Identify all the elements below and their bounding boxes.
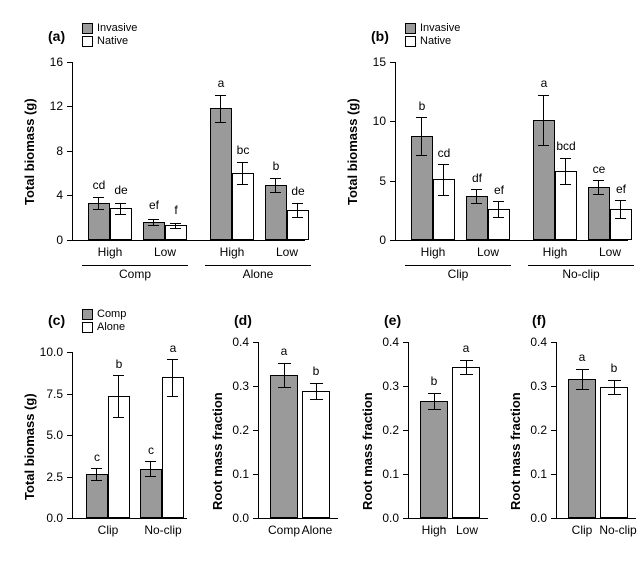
errorcap [113,417,124,418]
panel-b-ytick [390,181,395,182]
errorcap [310,383,323,384]
panel-d-yaxis [258,342,259,519]
panel-b-tag: (b) [371,28,389,44]
bar-comp-high-native [110,208,132,240]
sig-letter: de [291,184,305,198]
panel-b-group-label: No-clip [562,267,600,281]
panel-b-group-line [528,265,634,266]
panel-a-yticklabel: 4 [56,188,63,202]
errorcap [593,180,604,181]
panel-f-tag: (f) [532,312,546,328]
panel-c-ylabel: Total biomass (g) [22,393,37,500]
legend-swatch-invasive-icon [82,23,93,34]
panel-a-yticklabel: 12 [49,99,63,113]
legend-label-invasive: Invasive [420,22,461,34]
bar-alone-rmf [302,391,330,518]
sig-letter: de [114,183,128,197]
panel-d-yticklabel: 0.0 [232,511,249,525]
errorcap [115,203,126,204]
sig-letter: b [312,364,320,378]
errorcap [460,360,473,361]
errorcap [278,387,291,388]
panel-b-group-line [405,265,511,266]
panel-d [196,300,346,564]
panel-e-ylabel: Root mass fraction [360,392,375,510]
bar-clip-high-invasive [411,136,433,240]
errorcap [91,468,102,469]
panel-d-ytick [253,474,258,475]
panel-a-xticklabel: Low [275,245,298,259]
sig-letter: f [174,203,178,217]
errorcap [215,95,226,96]
errorcap [538,95,549,96]
errorcap [167,359,178,360]
sig-letter: b [430,374,438,388]
sig-letter: a [280,344,288,358]
errorbar-clip-high-native [443,164,444,195]
errorcap [93,197,104,198]
panel-c-ytick [67,352,72,353]
panel-d-tag: (d) [234,312,252,328]
panel-b-xticklabel: High [420,245,446,259]
sig-letter: b [610,361,618,375]
panel-f-yticklabel: 0.1 [530,467,547,481]
errorcap [167,396,178,397]
panel-f-yticklabel: 0.0 [530,511,547,525]
errorcap [292,203,303,204]
panel-a-group-line [82,265,188,266]
errorcap [576,369,589,370]
errorbar-clip-comp [96,468,97,480]
panel-c-yticklabel: 7.5 [46,387,63,401]
sig-letter: bcd [556,139,576,153]
panel-b-ytick [390,62,395,63]
panel-f-xticklabel: Clip [571,523,593,537]
errorcap [615,218,626,219]
panel-c-ytick [67,435,72,436]
errorcap [428,409,441,410]
panel-e-yticklabel: 0.2 [382,423,399,437]
errorbar-comp-high-invasive [98,197,99,209]
sig-letter: a [578,350,586,364]
panel-a-legend [82,22,137,48]
errorbar-noclip-high-native [565,158,566,184]
panel-e-yticklabel: 0.1 [382,467,399,481]
panel-e-tag: (e) [384,312,402,328]
errorcap [292,217,303,218]
errorcap [93,209,104,210]
panel-a-xticklabel: High [219,245,245,259]
errorbar-clip-rmf [582,369,583,389]
panel-d-yticklabel: 0.3 [232,379,249,393]
panel-d-xaxis [258,518,338,519]
panel-f-yticklabel: 0.4 [530,335,547,349]
panel-a-ytick [67,106,72,107]
errorcap [148,219,159,220]
sig-letter: a [217,76,225,90]
panel-a [0,0,320,290]
errorbar-noclip-rmf [614,380,615,394]
panel-f-ytick [551,474,556,475]
errorbar-noclip-low-invasive [598,180,599,194]
bar-low-rmf [452,367,480,518]
errorcap [493,201,504,202]
errorcap [278,363,291,364]
panel-d-xticklabel: Comp [267,523,300,537]
panel-f-xaxis [556,518,636,519]
panel-d-yticklabel: 0.4 [232,335,249,349]
legend-swatch-invasive-icon [405,23,416,34]
panel-e-ytick [403,474,408,475]
legend-label-native: Native [97,35,129,47]
panel-a-ytick [67,151,72,152]
legend-label-native: Native [420,35,452,47]
legend-swatch-native-icon [405,36,416,47]
panel-c-yticklabel: 2.5 [46,470,63,484]
sig-letter: bc [236,143,250,157]
panel-b-yticklabel: 10 [372,114,386,128]
errorbar-alone-low-native [297,203,298,217]
errorcap [538,145,549,146]
sig-letter: c [94,450,100,464]
bar-high-rmf [420,401,448,518]
errorcap [270,178,281,179]
errorcap [416,155,427,156]
legend-label-alone: Alone [97,321,126,333]
errorcap [145,476,156,477]
panel-c-xaxis [72,518,187,519]
panel-c-ytick [67,518,72,519]
legend-swatch-alone-icon [82,322,93,333]
errorbar-low-rmf [466,360,467,374]
errorcap [471,203,482,204]
sig-letter: ce [592,162,606,176]
panel-d-yticklabel: 0.2 [232,423,249,437]
errorcap [170,228,181,229]
bar-alone-low-native [287,210,309,240]
errorcap [113,375,124,376]
panel-d-ytick [253,430,258,431]
panel-b-yticklabel: 5 [379,174,386,188]
bar-clip-alone [108,396,130,518]
errorbar-alone-high-invasive [220,95,221,122]
panel-b-yticklabel: 15 [372,55,386,69]
errorcap [493,217,504,218]
errorcap [560,184,571,185]
errorbar-comp-rmf [284,363,285,387]
bar-noclip-rmf [600,387,628,518]
errorcap [270,192,281,193]
panel-d-yticklabel: 0.1 [232,467,249,481]
panel-e-xaxis [408,518,488,519]
bar-comp-rmf [270,375,298,518]
errorcap [593,194,604,195]
errorcap [428,393,441,394]
panel-f-ytick [551,342,556,343]
bar-noclip-high-native [555,171,577,240]
errorbar-high-rmf [434,393,435,409]
panel-e-yticklabel: 0.3 [382,379,399,393]
panel-b-xticklabel: Low [598,245,621,259]
panel-f-ytick [551,430,556,431]
bar-noclip-low-native [610,209,632,240]
bar-clip-high-native [433,179,455,240]
panel-d-ytick [253,518,258,519]
sig-letter: ef [148,198,159,212]
errorbar-alone-high-native [242,162,243,184]
sig-letter: c [148,443,154,457]
panel-a-ytick [67,240,72,241]
panel-c-yticklabel: 5.0 [46,428,63,442]
sig-letter: b [418,99,426,113]
legend-swatch-comp-icon [82,309,93,320]
panel-f-xticklabel: No-clip [599,523,637,537]
panel-d-ytick [253,386,258,387]
bar-clip-rmf [568,379,596,518]
panel-a-yticklabel: 8 [56,144,63,158]
panel-a-group-label: Alone [242,267,274,281]
panel-a-yticklabel: 0 [56,233,63,247]
errorbar-clip-high-invasive [421,117,422,155]
errorcap [310,399,323,400]
panel-a-ytick [67,62,72,63]
panel-e-ytick [403,430,408,431]
panel-a-group-label: Comp [118,267,151,281]
errorcap [237,184,248,185]
errorcap [416,117,427,118]
legend-swatch-native-icon [82,36,93,47]
errorcap [608,394,621,395]
errorbar-clip-low-native [498,201,499,217]
errorbar-alone-low-invasive [275,178,276,192]
panel-b [323,0,643,290]
panel-c-yaxis [72,352,73,519]
panel-d-ylabel: Root mass fraction [210,392,225,510]
sig-letter: b [272,159,280,173]
errorcap [148,225,159,226]
sig-letter: ef [615,182,626,196]
panel-d-ytick [253,342,258,343]
bar-alone-low-invasive [265,185,287,240]
panel-b-ylabel: Total biomass (g) [345,98,360,205]
panel-d-xticklabel: Alone [301,523,333,537]
legend-label-invasive: Invasive [97,22,138,34]
panel-a-yaxis [72,62,73,241]
errorcap [608,380,621,381]
panel-c-yticklabel: 10.0 [39,345,63,359]
panel-a-tag: (a) [48,28,66,44]
sig-letter: df [471,171,482,185]
errorbar-alone-rmf [316,383,317,399]
panel-f [494,300,643,564]
bar-alone-high-invasive [210,108,232,240]
panel-e-yaxis [408,342,409,519]
errorbar-noclip-low-native [620,200,621,218]
panel-c-xticklabel: No-clip [144,523,182,537]
panel-b-yaxis [395,62,396,241]
errorcap [438,195,449,196]
panel-a-ytick [67,195,72,196]
panel-c-xticklabel: Clip [97,523,119,537]
panel-a-ylabel: Total biomass (g) [22,98,37,205]
bar-noclip-alone [162,377,184,518]
panel-e [346,300,496,564]
panel-b-ytick [390,121,395,122]
panel-c-tag: (c) [48,312,66,328]
panel-e-xticklabel: High [421,523,447,537]
panel-a-yticklabel: 16 [49,55,63,69]
errorcap [576,389,589,390]
panel-a-group-line [205,265,311,266]
panel-b-legend [405,22,460,48]
errorcap [115,214,126,215]
panel-b-xaxis [395,240,628,241]
panel-e-ytick [403,518,408,519]
panel-c-ytick [67,477,72,478]
panel-f-yaxis [556,342,557,519]
panel-f-ylabel: Root mass fraction [508,392,523,510]
errorbar-clip-low-invasive [476,189,477,203]
errorcap [438,164,449,165]
panel-b-yticklabel: 0 [379,233,386,247]
sig-letter: b [115,357,123,371]
legend-label-comp: Comp [97,308,127,320]
panel-c-ytick [67,394,72,395]
errorcap [91,480,102,481]
errorcap [170,223,181,224]
bar-clip-low-native [488,209,510,240]
errorcap [460,374,473,375]
panel-f-ytick [551,518,556,519]
sig-letter: a [169,341,177,355]
sig-letter: a [462,341,470,355]
errorcap [215,122,226,123]
panel-b-xticklabel: Low [476,245,499,259]
panel-b-group-label: Clip [447,267,469,281]
panel-c-yticklabel: 0.0 [46,511,63,525]
errorbar-noclip-high-invasive [543,95,544,145]
panel-f-ytick [551,386,556,387]
errorcap [237,162,248,163]
errorcap [145,461,156,462]
panel-a-xticklabel: Low [153,245,176,259]
sig-letter: cd [92,178,106,192]
panel-e-yticklabel: 0.4 [382,335,399,349]
panel-e-ytick [403,386,408,387]
errorbar-comp-high-native [120,203,121,214]
errorcap [471,189,482,190]
sig-letter: ef [493,183,504,197]
panel-b-xticklabel: High [542,245,568,259]
panel-e-yticklabel: 0.0 [382,511,399,525]
panel-a-xticklabel: High [97,245,123,259]
panel-a-xaxis [72,240,305,241]
errorcap [615,200,626,201]
sig-letter: a [540,76,548,90]
errorbar-clip-alone [118,375,119,417]
sig-letter: cd [437,146,451,160]
panel-c-legend [82,308,126,334]
panel-e-xticklabel: Low [455,523,478,537]
panel-c [0,300,195,564]
errorbar-noclip-comp [150,461,151,476]
bar-noclip-high-invasive [533,120,555,240]
panel-f-yticklabel: 0.3 [530,379,547,393]
panel-b-ytick [390,240,395,241]
errorbar-noclip-alone [172,359,173,396]
errorcap [560,158,571,159]
panel-e-ytick [403,342,408,343]
panel-f-yticklabel: 0.2 [530,423,547,437]
